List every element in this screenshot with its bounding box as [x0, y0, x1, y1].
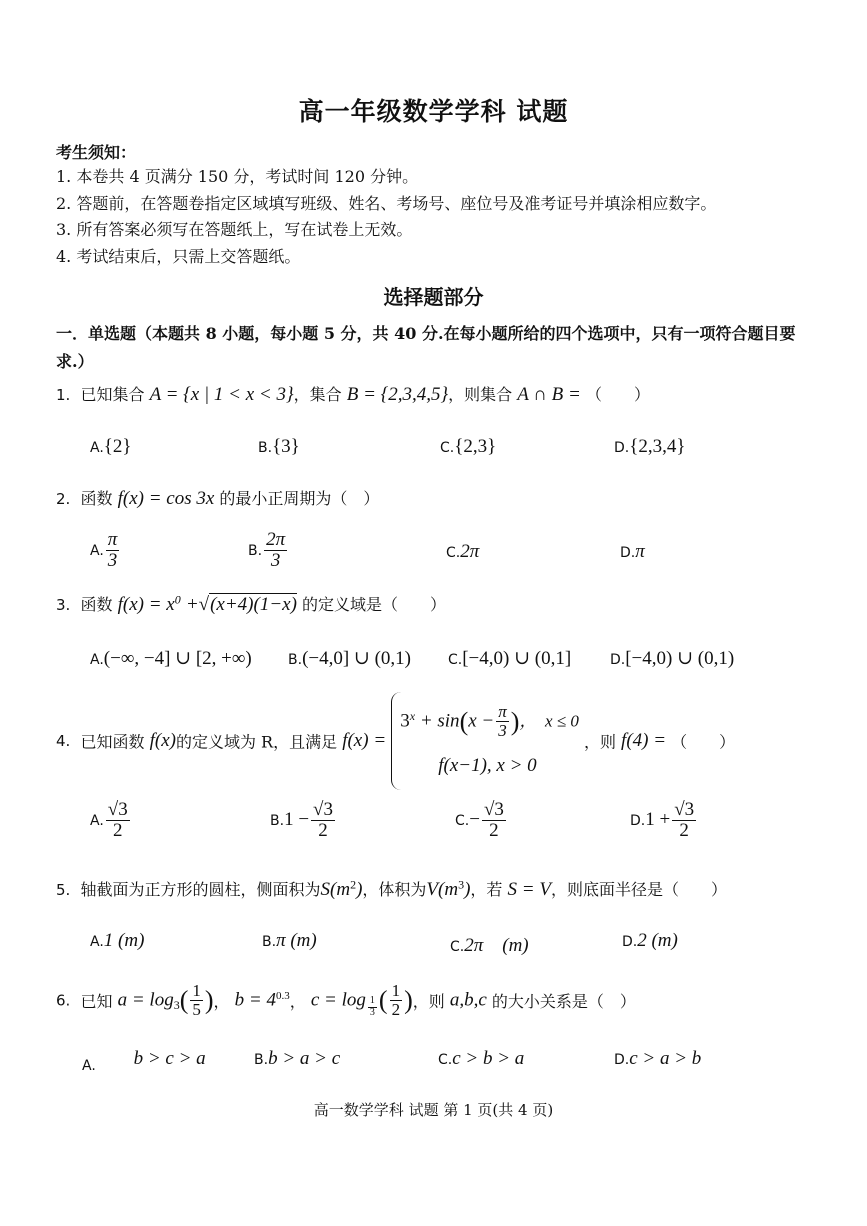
question-text: 函数	[80, 489, 113, 508]
sqrt-icon: √	[198, 594, 210, 615]
fraction-denominator: 3	[498, 721, 507, 741]
option-b	[288, 647, 411, 670]
log-base-denominator: 3	[369, 1006, 375, 1018]
note-item: 3. 所有答案必须写在答题纸上，写在试卷上无效。	[56, 220, 413, 239]
question-2	[56, 486, 379, 510]
option-d	[614, 1048, 701, 1070]
math-expression: 3	[400, 710, 410, 732]
option-value: 1 (m)	[103, 930, 145, 951]
question-text: （ ）	[671, 732, 736, 752]
math-expression: b = 4	[234, 989, 276, 1011]
math-expression: f(x) = cos 3x	[117, 488, 215, 509]
question-text: 的定义域为 R，且满足	[175, 732, 338, 752]
radicand: (x+4)(1−x)	[210, 594, 297, 615]
piecewise-function: $3^x + \sin(x$ − $\frac{\pi}{3}$ )， x ≤ 0 f(x−1), x > 0	[391, 692, 579, 790]
section-title: 选择题部分	[383, 285, 484, 309]
option-value: 2 (m)	[637, 930, 678, 951]
option-label: B.	[262, 934, 277, 950]
question-text: 已知集合	[80, 385, 145, 404]
fraction-denominator: 3	[107, 549, 118, 571]
question-number: 3.	[56, 596, 71, 614]
option-value: [−4,0) ∪ (0,1)	[625, 648, 735, 669]
option-b	[254, 1048, 340, 1070]
option-value: {2,3}	[454, 436, 497, 457]
option-c	[440, 436, 496, 458]
math-expression: S = V	[507, 879, 551, 900]
question-number: 6.	[56, 991, 71, 1010]
part-title: 一．单选题（本题共 8 小题，每小题 5 分，共 40 分.在每小题所给的四个选项中，只有一项符合题目要求.）	[56, 324, 796, 371]
option-value: 1 +	[645, 808, 671, 830]
math-expression: A ∩ B =	[517, 384, 581, 405]
exponent: 2	[350, 877, 357, 892]
notes-heading: 考生须知：	[56, 143, 137, 162]
fraction-numerator: 1	[192, 981, 201, 1000]
option-c	[450, 930, 529, 957]
fraction-numerator: √3	[107, 799, 128, 820]
exponent: 0.3	[275, 989, 290, 1002]
note-item: 2. 答题前，在答题卷指定区域填写班级、姓名、考场号、座位号及准考证号并填涂相应数字。	[56, 194, 717, 213]
fraction-numerator: √3	[674, 799, 695, 820]
option-label: B.	[254, 1052, 269, 1068]
option-a	[90, 436, 132, 458]
question-text: 已知函数	[80, 732, 145, 752]
math-expression: x −	[468, 710, 495, 732]
option-label: A.	[90, 652, 104, 668]
option-label: C.	[450, 939, 465, 955]
question-number: 2.	[56, 490, 71, 508]
question-text: （ ）	[585, 385, 650, 404]
option-value: 2π	[460, 541, 480, 562]
question-number: 1.	[56, 386, 71, 404]
fraction-denominator: 2	[391, 999, 401, 1019]
math-expression: f(4) =	[621, 729, 667, 751]
question-3	[56, 592, 446, 616]
option-c	[438, 1048, 524, 1070]
option-value: −	[469, 808, 480, 830]
question-text: ，集合	[293, 385, 342, 404]
fraction-denominator: 2	[113, 819, 123, 841]
option-value: π	[635, 541, 645, 562]
fraction-numerator: 2π	[266, 529, 286, 550]
math-expression: f(x−1), x > 0	[438, 754, 537, 776]
option-d	[622, 930, 678, 952]
fraction-denominator: 5	[192, 999, 201, 1019]
math-expression: B = {2,3,4,5}	[346, 384, 449, 405]
fraction-numerator: π	[107, 529, 118, 550]
option-c	[448, 647, 571, 670]
math-expression: f(x) = x	[117, 594, 175, 615]
log-base: 3	[173, 998, 180, 1013]
option-label: C.	[440, 440, 455, 456]
math-expression: f(x) =	[342, 729, 387, 751]
option-b	[270, 800, 337, 841]
page-title: 高一年级数学学科 试题	[298, 97, 569, 126]
option-a	[90, 930, 144, 952]
option-label: C.	[455, 812, 470, 829]
question-text: ，则	[412, 991, 445, 1011]
option-a	[90, 647, 252, 670]
math-expression: a = log	[117, 989, 174, 1011]
exponent: 0	[174, 592, 181, 607]
option-label: A.	[90, 542, 104, 559]
option-value: (−4,0] ∪ (0,1)	[302, 648, 412, 669]
note-item: 1. 本卷共 4 页满分 150 分，考试时间 120 分钟。	[56, 167, 419, 186]
option-label: B.	[248, 542, 263, 559]
option-label: B.	[258, 440, 273, 456]
option-b	[248, 530, 289, 571]
option-value: c > b > a	[452, 1048, 525, 1069]
question-text: 函数	[80, 595, 113, 614]
page-footer: 高一数学学科 试题 第 1 页(共 4 页)	[313, 1101, 554, 1119]
question-text: ，则	[583, 732, 616, 752]
question-number: 4.	[56, 731, 71, 750]
option-d	[614, 436, 685, 458]
option-value: π (m)	[276, 930, 317, 951]
fraction-numerator: √3	[483, 799, 504, 820]
option-value: b > c > a	[133, 1048, 206, 1069]
option-a	[90, 530, 121, 571]
option-label: B.	[288, 652, 303, 668]
question-text: ，则集合	[448, 385, 513, 404]
math-expression: S(m	[320, 879, 351, 900]
fraction-numerator: √3	[313, 799, 333, 820]
option-value: 1 −	[284, 808, 310, 830]
exponent: 3	[458, 877, 465, 892]
math-expression: f(x)	[149, 729, 176, 751]
option-c	[446, 541, 479, 563]
question-text: 的最小正周期为（ ）	[219, 489, 380, 508]
option-label: D.	[622, 934, 638, 950]
question-number: 5.	[56, 881, 71, 899]
option-label: D.	[630, 812, 646, 829]
option-b	[258, 436, 300, 458]
option-d	[630, 800, 698, 841]
note-item: 4. 考试结束后，只需上交答题纸。	[56, 247, 301, 266]
option-value: b > a > c	[268, 1048, 341, 1069]
option-label: A.	[90, 812, 104, 829]
math-expression: ， x ≤ 0	[519, 711, 579, 731]
option-a	[82, 1048, 206, 1074]
option-label: C.	[438, 1052, 453, 1068]
option-label: B.	[270, 812, 285, 829]
option-a	[90, 800, 132, 841]
option-label: A.	[90, 440, 104, 456]
exponent: x	[409, 709, 416, 723]
question-1	[56, 382, 650, 406]
option-value: [−4,0) ∪ (0,1]	[462, 648, 572, 669]
question-text: 已知	[80, 991, 113, 1011]
option-label: D.	[614, 440, 630, 456]
option-label: C.	[448, 652, 463, 668]
option-label: A.	[82, 1058, 96, 1074]
math-expression: V(m	[426, 879, 459, 900]
question-text: 轴截面为正方形的圆柱，侧面积为	[80, 880, 321, 899]
math-expression: +	[185, 594, 199, 615]
option-value: {2}	[103, 436, 132, 457]
option-label: C.	[446, 545, 461, 561]
option-label: D.	[620, 545, 636, 561]
question-text: 的定义域是（ ）	[302, 595, 447, 614]
option-label: A.	[90, 934, 104, 950]
option-value: c > a > b	[629, 1048, 702, 1069]
fraction-denominator: 2	[679, 819, 689, 841]
question-text: 的大小关系是（ ）	[491, 991, 636, 1011]
question-4	[56, 692, 735, 790]
question-5: 5. 轴截面为正方形的圆柱，侧面积为$S(m^2)$，体积为$V(m^3)$，若 S = V，则底面半径是（ ）	[56, 877, 727, 900]
fraction-numerator: π	[498, 702, 507, 722]
fraction-denominator: 3	[270, 549, 281, 571]
option-d	[610, 647, 734, 670]
log-base-numerator: 1	[369, 995, 375, 1007]
option-value: 2π (m)	[464, 935, 529, 956]
math-expression: + sin	[415, 710, 460, 732]
question-text: ，则底面半径是（ ）	[550, 880, 727, 899]
question-text: ，体积为	[362, 880, 427, 899]
math-expression: c = log	[310, 989, 366, 1011]
option-d	[620, 541, 645, 563]
option-c	[455, 800, 508, 841]
option-value: {3}	[272, 436, 300, 457]
math-expression: A = {x | 1 < x < 3}	[149, 384, 294, 405]
option-label: D.	[610, 652, 626, 668]
question-text: ，若	[470, 880, 503, 899]
math-expression: a,b,c	[449, 989, 487, 1011]
fraction-denominator: 2	[489, 819, 499, 841]
option-value: {2,3,4}	[629, 436, 686, 457]
question-6: 6. 已知 $a = \log_3$( $\frac{1}{5}$ )， $b = 4^{0.3}$， c = log $\frac{1}{3}$ ( $\frac{1}{2}$ )，则 a,b,c 的大小关系是（ ）	[56, 981, 636, 1019]
option-value: (−∞, −4] ∪ [2, +∞)	[103, 648, 252, 669]
fraction-numerator: 1	[391, 981, 401, 1000]
option-label: D.	[614, 1052, 630, 1068]
option-b	[262, 930, 317, 952]
fraction-denominator: 2	[318, 819, 328, 841]
